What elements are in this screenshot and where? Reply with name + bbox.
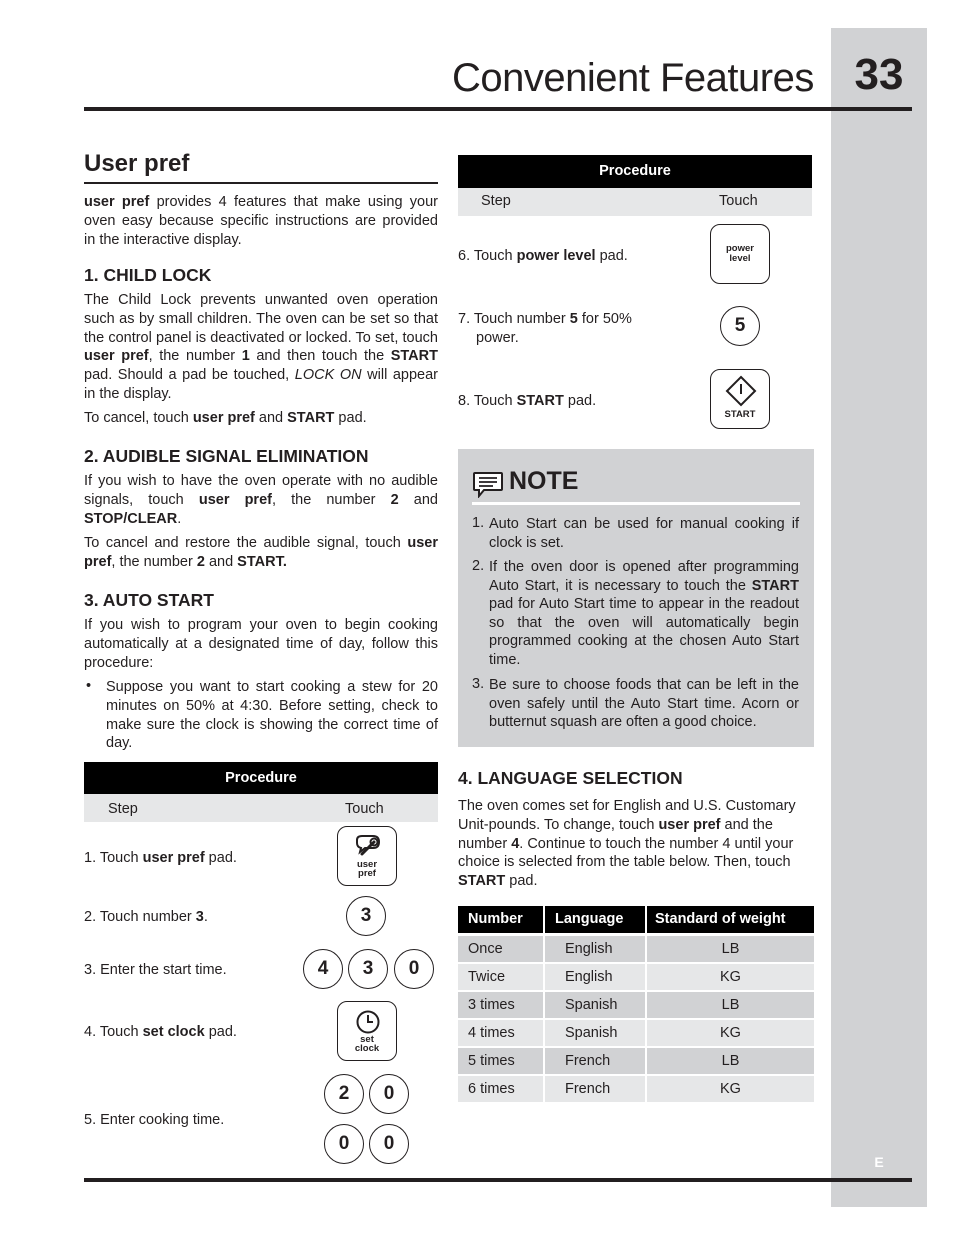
language-table-cell: English [545, 936, 645, 962]
language-table-cell: KG [647, 964, 814, 990]
start-pad [710, 369, 770, 429]
language-table-cell: KG [647, 1020, 814, 1046]
audible-signal-heading: 2. AUDIBLE SIGNAL ELIMINATION [84, 446, 369, 466]
user-pref-pad [337, 826, 397, 886]
number-key-0: 0 [394, 949, 434, 989]
language-table-cell: 5 times [458, 1048, 543, 1074]
touch-column-label: Touch [719, 193, 758, 209]
procedure-step-1: 1. Touch user pref pad. [84, 850, 237, 866]
language-table-cell: LB [647, 1048, 814, 1074]
note-item-3: Be sure to choose foods that can be left in the oven safely until the Auto Start time. Acorn or butternut squash are often a good choice. [489, 677, 799, 730]
step-column-label: Step [481, 193, 511, 209]
language-table-cell: Spanish [545, 992, 645, 1018]
procedure-header: Procedure [84, 762, 438, 794]
procedure-header-continued: Procedure [458, 155, 812, 188]
touch-column-label: Touch [345, 801, 384, 817]
auto-start-heading: 3. AUTO START [84, 590, 214, 610]
language-selection-paragraph: The oven comes set for English and U.S. Customary Unit-pounds. To change, touch user pref and the number 4. Continue to touch the number 4 until your choice is selected from the table below. Then, touch START pad. [458, 798, 796, 890]
note-icon [472, 470, 504, 498]
footer-rule [84, 1178, 912, 1182]
procedure-step-5: 5. Enter cooking time. [84, 1112, 225, 1128]
auto-start-paragraph: If you wish to program your oven to begin cooking automatically at a designated time of day, follow this procedure: [84, 617, 438, 671]
procedure-step-2: 2. Touch number 3. [84, 909, 208, 925]
note-title: NOTE [509, 467, 579, 495]
number-key-2: 2 [324, 1074, 364, 1114]
language-table-cell: English [545, 964, 645, 990]
language-table-cell: French [545, 1048, 645, 1074]
language-tab-letter: E [874, 1154, 884, 1170]
note-item-number: 2. [472, 558, 485, 574]
note-item-number: 3. [472, 676, 485, 692]
intro-paragraph: user pref provides 4 features that make using your oven easy because specific instructions are provided in the interactive display. [84, 194, 438, 248]
language-table-cell: 6 times [458, 1076, 543, 1102]
language-table-header: Language [545, 906, 645, 933]
bullet-marker: • [86, 678, 92, 694]
note-item-number: 1. [472, 515, 485, 531]
start-pad-label: START [724, 409, 756, 420]
number-key-5: 5 [720, 306, 760, 346]
language-table-cell: Twice [458, 964, 543, 990]
language-table-cell: LB [647, 936, 814, 962]
page-title: Convenient Features [452, 56, 814, 100]
number-key-0: 0 [369, 1124, 409, 1164]
step-column-label: Step [108, 801, 138, 817]
set-clock-pad [337, 1001, 397, 1061]
language-table-cell: Spanish [545, 1020, 645, 1046]
number-key-0: 0 [369, 1074, 409, 1114]
power-level-pad-label-line2: level [729, 253, 751, 264]
user-pref-pad-label-line2: pref [358, 868, 376, 879]
number-key-0: 0 [324, 1124, 364, 1164]
set-clock-pad-label-line1: set [360, 1034, 374, 1045]
child-lock-paragraph: The Child Lock prevents unwanted oven operation such as by small children. The oven can be set so that the control panel is deactivated or locked. To set, touch user pref, the number 1 and then touch the START pad. Should a pad be touched, LOCK ON will appear in the display. [84, 292, 439, 402]
power-level-pad-label-line1: power [726, 243, 754, 254]
language-table-cell: 3 times [458, 992, 543, 1018]
note-item-1: Auto Start can be used for manual cooking if clock is set. [489, 516, 799, 551]
number-key-4: 4 [303, 949, 343, 989]
language-table-cell: French [545, 1076, 645, 1102]
audible-signal-paragraph: If you wish to have the oven operate with no audible signals, touch user pref, the number 2 and STOP/CLEAR. [84, 473, 438, 527]
auto-start-bullet: Suppose you want to start cooking a stew for 20 minutes on 50% at 4:30. Before setting, check to make sure the clock is showing the correct time of day. [106, 679, 438, 752]
note-item-2: If the oven door is opened after programming Auto Start, it is necessary to touch the START pad for Auto Start time to appear in the readout so that the oven will automatically begin programmed cooking at the chosen Auto Start time. [489, 559, 799, 668]
procedure-step-7: 7. Touch number 5 for 50% power. [458, 311, 632, 346]
user-pref-pad-label-line1: user [356, 859, 378, 870]
language-table-header: Standard of weight [647, 906, 814, 933]
procedure-step-3: 3. Enter the start time. [84, 962, 227, 978]
procedure-subheader-continued [458, 188, 812, 216]
audible-signal-cancel-paragraph: To cancel and restore the audible signal, touch user pref, the number 2 and START. [84, 535, 438, 570]
header-rule [84, 107, 912, 111]
clock-icon [355, 1009, 381, 1035]
procedure-step-8: 8. Touch START pad. [458, 393, 597, 409]
start-diamond-icon [725, 375, 757, 407]
number-key-3: 3 [346, 896, 386, 936]
language-table-cell: LB [647, 992, 814, 1018]
language-table-header: Number [458, 906, 543, 933]
note-rule [472, 502, 800, 505]
power-level-pad [710, 224, 770, 284]
page-side-tab [831, 28, 927, 1207]
procedure-step-6: 6. Touch power level pad. [458, 248, 628, 264]
language-table-cell: 4 times [458, 1020, 543, 1046]
language-table-cell: KG [647, 1076, 814, 1102]
number-key-3: 3 [348, 949, 388, 989]
language-selection-heading: 4. LANGUAGE SELECTION [458, 768, 683, 788]
child-lock-cancel-paragraph: To cancel, touch user pref and START pad. [84, 410, 367, 426]
section-rule [84, 182, 438, 184]
procedure-subheader [84, 794, 438, 822]
user-pref-icon [353, 834, 383, 860]
set-clock-pad-label-line2: clock [354, 1043, 380, 1054]
child-lock-heading: 1. CHILD LOCK [84, 265, 212, 285]
language-table-cell: Once [458, 936, 543, 962]
procedure-step-4: 4. Touch set clock pad. [84, 1024, 237, 1040]
page-number: 33 [854, 50, 904, 99]
section-title: User pref [84, 150, 190, 177]
